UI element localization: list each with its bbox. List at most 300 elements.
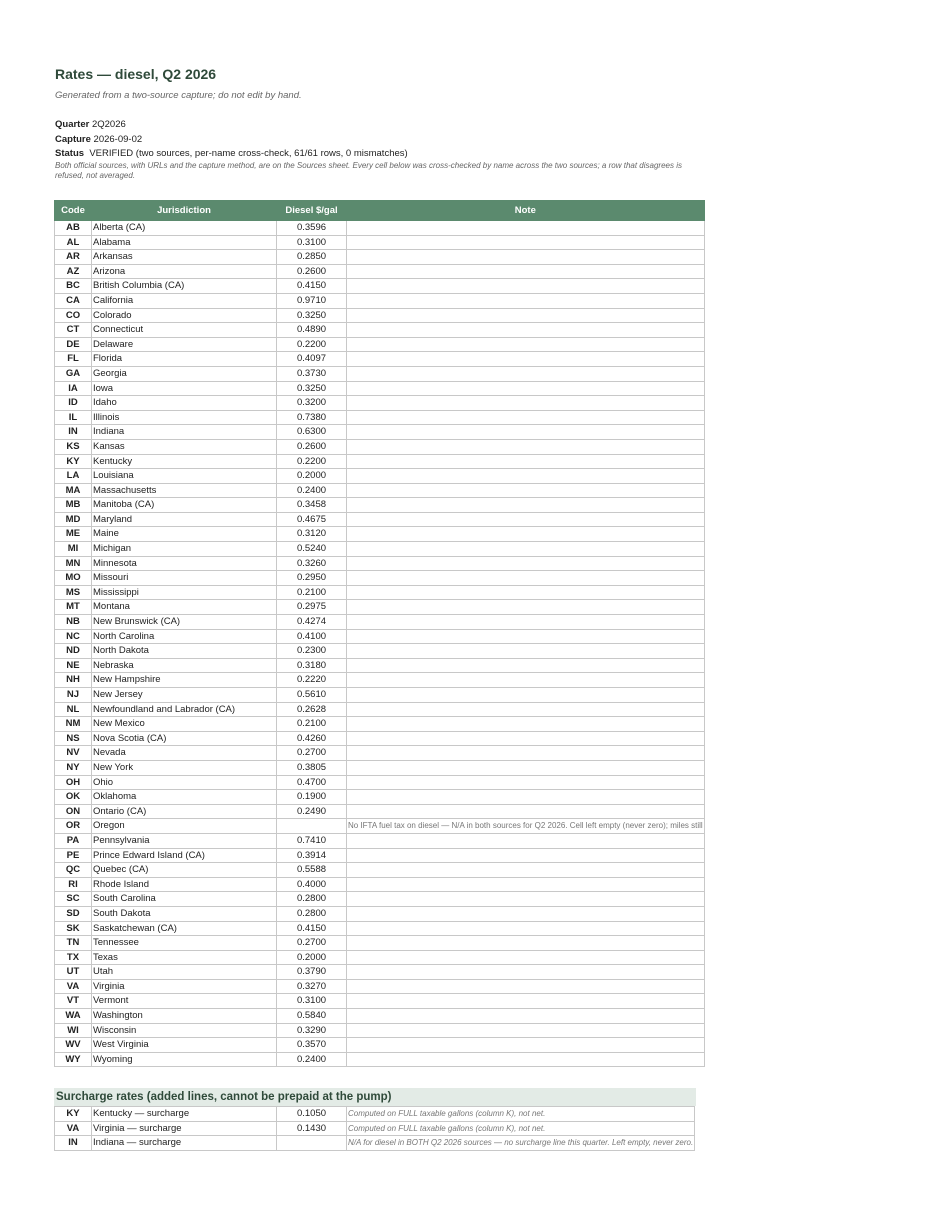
cell-code: NH (55, 673, 92, 688)
cell-rate: 0.2400 (277, 1052, 347, 1067)
cell-rate: 0.3100 (277, 994, 347, 1009)
cell-jurisdiction: Virginia — surcharge (92, 1121, 277, 1136)
cell-rate: 0.5588 (277, 863, 347, 878)
cell-note (347, 337, 705, 352)
table-row (55, 615, 705, 630)
cell-rate: 0.2400 (277, 483, 347, 498)
cell-note (347, 381, 705, 396)
cell-rate: 0.4274 (277, 615, 347, 630)
table-row (55, 469, 705, 484)
cell-jurisdiction: North Dakota (92, 644, 277, 659)
cell-jurisdiction: Newfoundland and Labrador (CA) (92, 702, 277, 717)
cell-note (347, 600, 705, 615)
table-row (55, 819, 705, 834)
cell-rate: 0.3290 (277, 1023, 347, 1038)
cell-rate: 0.4000 (277, 877, 347, 892)
table-row (55, 527, 705, 542)
cell-note (347, 833, 705, 848)
table-row (55, 1038, 705, 1053)
cell-code: TX (55, 950, 92, 965)
table-row (55, 1136, 695, 1151)
cell-jurisdiction: Quebec (CA) (92, 863, 277, 878)
cell-code: MO (55, 571, 92, 586)
cell-note (347, 527, 705, 542)
cell-rate: 0.3180 (277, 658, 347, 673)
cell-jurisdiction: Missouri (92, 571, 277, 586)
cell-note (347, 235, 705, 250)
cell-jurisdiction: Alberta (CA) (92, 221, 277, 236)
cell-note (347, 352, 705, 367)
cell-code: MS (55, 585, 92, 600)
cell-note (347, 804, 705, 819)
cell-note (347, 308, 705, 323)
cell-rate: 0.2200 (277, 454, 347, 469)
cell-code: OR (55, 819, 92, 834)
cell-rate: 0.7410 (277, 833, 347, 848)
table-row (55, 848, 705, 863)
table-row (55, 366, 705, 381)
cell-note (347, 658, 705, 673)
cell-note (347, 454, 705, 469)
cell-note (347, 1009, 705, 1024)
cell-note (347, 542, 705, 557)
table-row (55, 279, 705, 294)
cell-rate: 0.2600 (277, 439, 347, 454)
cell-jurisdiction: Ontario (CA) (92, 804, 277, 819)
table-row (55, 673, 705, 688)
cell-code: AL (55, 235, 92, 250)
header-code: Code (55, 201, 92, 221)
header-jurisdiction: Jurisdiction (92, 201, 277, 221)
cell-jurisdiction: Kentucky — surcharge (92, 1107, 277, 1122)
cell-code: WY (55, 1052, 92, 1067)
table-row (55, 1023, 705, 1038)
cell-rate: 0.4150 (277, 279, 347, 294)
cell-note (347, 892, 705, 907)
cell-rate: 0.4100 (277, 629, 347, 644)
cell-jurisdiction: Nova Scotia (CA) (92, 731, 277, 746)
cell-rate: 0.2100 (277, 717, 347, 732)
cell-note (347, 848, 705, 863)
cell-rate: 0.4675 (277, 512, 347, 527)
cell-note (347, 469, 705, 484)
table-row (55, 950, 705, 965)
table-row (55, 425, 705, 440)
cell-jurisdiction: Illinois (92, 410, 277, 425)
cell-note (347, 979, 705, 994)
table-row (55, 250, 705, 265)
meta-quarter-label: Quarter (55, 119, 90, 130)
cell-code: WV (55, 1038, 92, 1053)
cell-rate: 0.3100 (277, 235, 347, 250)
cell-note (347, 790, 705, 805)
cell-jurisdiction: Vermont (92, 994, 277, 1009)
table-row (55, 308, 705, 323)
cell-note (347, 775, 705, 790)
cell-jurisdiction: West Virginia (92, 1038, 277, 1053)
cell-code: ME (55, 527, 92, 542)
cell-jurisdiction: Tennessee (92, 936, 277, 951)
cell-code: KY (55, 454, 92, 469)
cell-note: Computed on FULL taxable gallons (column K), not net. (347, 1107, 695, 1122)
table-row (55, 352, 705, 367)
meta-capture-label: Capture (55, 134, 91, 145)
cell-rate: 0.3790 (277, 965, 347, 980)
cell-rate (277, 819, 347, 834)
cell-note (347, 571, 705, 586)
table-row (55, 863, 705, 878)
cell-note (347, 673, 705, 688)
table-row (55, 833, 705, 848)
cell-code: AB (55, 221, 92, 236)
cell-jurisdiction: Wisconsin (92, 1023, 277, 1038)
cell-code: UT (55, 965, 92, 980)
cell-jurisdiction: Ohio (92, 775, 277, 790)
table-row (55, 556, 705, 571)
cell-jurisdiction: South Dakota (92, 906, 277, 921)
meta-capture-value: 2026-09-02 (93, 134, 143, 145)
surcharge-heading: Surcharge rates (added lines, cannot be prepaid at the pump) (54, 1088, 696, 1106)
cell-jurisdiction: Minnesota (92, 556, 277, 571)
cell-code: OH (55, 775, 92, 790)
cell-code: TN (55, 936, 92, 951)
cell-note: N/A for diesel in BOTH Q2 2026 sources — no surcharge line this quarter. Left empty, never zero. (347, 1136, 695, 1151)
cell-jurisdiction: Maryland (92, 512, 277, 527)
cell-rate: 0.2220 (277, 673, 347, 688)
cell-note (347, 293, 705, 308)
table-row (55, 454, 705, 469)
cell-rate: 0.2300 (277, 644, 347, 659)
cell-code: ON (55, 804, 92, 819)
cell-note (347, 483, 705, 498)
cell-rate: 0.4700 (277, 775, 347, 790)
cell-note (347, 877, 705, 892)
cell-note (347, 512, 705, 527)
cell-rate: 0.5840 (277, 1009, 347, 1024)
table-row (55, 571, 705, 586)
header-note: Note (347, 201, 705, 221)
cell-code: KY (55, 1107, 92, 1122)
cell-rate: 0.7380 (277, 410, 347, 425)
table-row (55, 1009, 705, 1024)
cell-note (347, 264, 705, 279)
table-row (55, 1121, 695, 1136)
cell-rate: 0.3120 (277, 527, 347, 542)
cell-jurisdiction: Texas (92, 950, 277, 965)
cell-rate: 0.3805 (277, 760, 347, 775)
meta-status (55, 148, 408, 160)
cell-jurisdiction: Connecticut (92, 323, 277, 338)
cell-code: MB (55, 498, 92, 513)
cell-code: NL (55, 702, 92, 717)
cell-note (347, 965, 705, 980)
cell-note (347, 702, 705, 717)
cell-code: NV (55, 746, 92, 761)
cell-rate: 0.2628 (277, 702, 347, 717)
cell-rate: 0.2700 (277, 746, 347, 761)
cell-rate: 0.3200 (277, 396, 347, 411)
table-row (55, 731, 705, 746)
cell-rate: 0.2800 (277, 892, 347, 907)
table-row (55, 235, 705, 250)
cell-code: CA (55, 293, 92, 308)
cell-note: Computed on FULL taxable gallons (column K), not net. (347, 1121, 695, 1136)
table-row (55, 512, 705, 527)
table-row (55, 293, 705, 308)
cell-code: IN (55, 1136, 92, 1151)
table-row (55, 702, 705, 717)
cell-note (347, 731, 705, 746)
table-row (55, 542, 705, 557)
cell-jurisdiction: Massachusetts (92, 483, 277, 498)
header-rate: Diesel $/gal (277, 201, 347, 221)
cell-jurisdiction: New York (92, 760, 277, 775)
cell-jurisdiction: Colorado (92, 308, 277, 323)
cell-jurisdiction: Oklahoma (92, 790, 277, 805)
cell-code: LA (55, 469, 92, 484)
cell-note (347, 425, 705, 440)
cell-code: KS (55, 439, 92, 454)
cell-code: MI (55, 542, 92, 557)
cell-jurisdiction: Maine (92, 527, 277, 542)
cell-note (347, 439, 705, 454)
cell-code: MN (55, 556, 92, 571)
cell-note (347, 1052, 705, 1067)
table-row (55, 979, 705, 994)
cell-note (347, 366, 705, 381)
cell-note (347, 746, 705, 761)
table-row (55, 746, 705, 761)
rates-table-body (55, 221, 705, 1067)
cell-note (347, 950, 705, 965)
cell-jurisdiction: Rhode Island (92, 877, 277, 892)
table-row (55, 717, 705, 732)
cell-jurisdiction: Arkansas (92, 250, 277, 265)
cell-jurisdiction: Pennsylvania (92, 833, 277, 848)
cell-jurisdiction: Louisiana (92, 469, 277, 484)
cell-code: SD (55, 906, 92, 921)
meta-capture (55, 134, 142, 146)
cell-jurisdiction: Wyoming (92, 1052, 277, 1067)
cell-code: NY (55, 760, 92, 775)
table-row (55, 323, 705, 338)
cell-rate: 0.3260 (277, 556, 347, 571)
table-row (55, 775, 705, 790)
cell-code: QC (55, 863, 92, 878)
cell-rate: 0.3730 (277, 366, 347, 381)
table-row (55, 600, 705, 615)
cell-rate: 0.1900 (277, 790, 347, 805)
table-row (55, 760, 705, 775)
cell-code: ND (55, 644, 92, 659)
cell-code: RI (55, 877, 92, 892)
cell-rate: 0.1430 (277, 1121, 347, 1136)
cell-jurisdiction: Saskatchewan (CA) (92, 921, 277, 936)
cell-code: MT (55, 600, 92, 615)
table-row (55, 381, 705, 396)
cell-rate (277, 1136, 347, 1151)
cell-rate: 0.4890 (277, 323, 347, 338)
meta-quarter-value: 2Q2026 (91, 119, 126, 130)
cell-jurisdiction: Georgia (92, 366, 277, 381)
cell-code: SC (55, 892, 92, 907)
cell-code: IA (55, 381, 92, 396)
cell-note (347, 498, 705, 513)
cell-rate: 0.3596 (277, 221, 347, 236)
cell-rate: 0.6300 (277, 425, 347, 440)
cell-code: DE (55, 337, 92, 352)
table-row (55, 921, 705, 936)
cell-rate: 0.2200 (277, 337, 347, 352)
table-row (55, 965, 705, 980)
table-row (55, 790, 705, 805)
cell-rate: 0.2800 (277, 906, 347, 921)
cell-code: MA (55, 483, 92, 498)
cell-jurisdiction: Virginia (92, 979, 277, 994)
cell-code: VA (55, 1121, 92, 1136)
cell-note (347, 629, 705, 644)
cell-code: GA (55, 366, 92, 381)
cell-code: BC (55, 279, 92, 294)
cell-code: ID (55, 396, 92, 411)
table-row (55, 658, 705, 673)
cell-note (347, 323, 705, 338)
cell-note (347, 906, 705, 921)
table-row (55, 804, 705, 819)
cell-jurisdiction: Montana (92, 600, 277, 615)
cell-jurisdiction: Washington (92, 1009, 277, 1024)
cell-jurisdiction: New Mexico (92, 717, 277, 732)
cell-note (347, 994, 705, 1009)
meta-quarter (55, 119, 126, 131)
cell-code: VT (55, 994, 92, 1009)
cell-code: NE (55, 658, 92, 673)
cell-jurisdiction: Kentucky (92, 454, 277, 469)
cell-code: NB (55, 615, 92, 630)
cell-rate: 0.2000 (277, 469, 347, 484)
table-header-row (55, 201, 705, 221)
cell-jurisdiction: Utah (92, 965, 277, 980)
cell-note (347, 279, 705, 294)
surcharge-table (54, 1106, 695, 1151)
cell-code: NS (55, 731, 92, 746)
cell-jurisdiction: Indiana — surcharge (92, 1136, 277, 1151)
sources-note: Both official sources, with URLs and the capture method, are on the Sources sheet. Every cell below was cross-checked by name across the two sources; a row that disagrees is refused, not averaged. (55, 161, 682, 180)
cell-jurisdiction: New Brunswick (CA) (92, 615, 277, 630)
table-row (55, 936, 705, 951)
cell-rate: 0.2850 (277, 250, 347, 265)
cell-code: NM (55, 717, 92, 732)
cell-code: AR (55, 250, 92, 265)
cell-note (347, 396, 705, 411)
cell-rate: 0.3458 (277, 498, 347, 513)
cell-rate: 0.4150 (277, 921, 347, 936)
cell-rate: 0.5240 (277, 542, 347, 557)
cell-code: WA (55, 1009, 92, 1024)
cell-code: OK (55, 790, 92, 805)
cell-code: NC (55, 629, 92, 644)
cell-rate: 0.3570 (277, 1038, 347, 1053)
table-row (55, 439, 705, 454)
cell-code: CT (55, 323, 92, 338)
cell-code: AZ (55, 264, 92, 279)
table-row (55, 585, 705, 600)
table-row (55, 264, 705, 279)
cell-jurisdiction: Iowa (92, 381, 277, 396)
table-row (55, 994, 705, 1009)
rates-table (54, 200, 705, 1067)
cell-rate: 0.1050 (277, 1107, 347, 1122)
cell-note (347, 921, 705, 936)
cell-rate: 0.4260 (277, 731, 347, 746)
cell-rate: 0.2000 (277, 950, 347, 965)
table-row (55, 498, 705, 513)
cell-rate: 0.2490 (277, 804, 347, 819)
cell-note (347, 717, 705, 732)
cell-jurisdiction: Oregon (92, 819, 277, 834)
cell-code: PA (55, 833, 92, 848)
cell-note (347, 556, 705, 571)
page-title: Rates — diesel, Q2 2026 (55, 66, 217, 82)
table-row (55, 892, 705, 907)
cell-code: FL (55, 352, 92, 367)
table-row (55, 221, 705, 236)
cell-note (347, 863, 705, 878)
cell-note (347, 221, 705, 236)
cell-code: VA (55, 979, 92, 994)
cell-rate: 0.3250 (277, 308, 347, 323)
cell-jurisdiction: Nevada (92, 746, 277, 761)
cell-jurisdiction: South Carolina (92, 892, 277, 907)
cell-rate: 0.2700 (277, 936, 347, 951)
table-row (55, 337, 705, 352)
cell-jurisdiction: Kansas (92, 439, 277, 454)
cell-rate: 0.2600 (277, 264, 347, 279)
cell-note (347, 936, 705, 951)
meta-status-label: Status (55, 148, 85, 159)
surcharge-table-body (55, 1107, 695, 1151)
cell-rate: 0.2950 (277, 571, 347, 586)
cell-code: IN (55, 425, 92, 440)
cell-note (347, 644, 705, 659)
cell-code: CO (55, 308, 92, 323)
cell-code: NJ (55, 688, 92, 703)
cell-code: MD (55, 512, 92, 527)
cell-rate: 0.5610 (277, 688, 347, 703)
cell-jurisdiction: Alabama (92, 235, 277, 250)
cell-jurisdiction: Mississippi (92, 585, 277, 600)
table-row (55, 1107, 695, 1122)
table-row (55, 688, 705, 703)
cell-note (347, 615, 705, 630)
table-row (55, 396, 705, 411)
table-row (55, 877, 705, 892)
cell-jurisdiction: Idaho (92, 396, 277, 411)
cell-rate: 0.9710 (277, 293, 347, 308)
cell-jurisdiction: North Carolina (92, 629, 277, 644)
cell-jurisdiction: California (92, 293, 277, 308)
cell-note (347, 250, 705, 265)
table-row (55, 906, 705, 921)
cell-jurisdiction: Nebraska (92, 658, 277, 673)
table-row (55, 644, 705, 659)
cell-jurisdiction: Manitoba (CA) (92, 498, 277, 513)
table-row (55, 629, 705, 644)
cell-rate: 0.3914 (277, 848, 347, 863)
cell-jurisdiction: Michigan (92, 542, 277, 557)
cell-jurisdiction: Prince Edward Island (CA) (92, 848, 277, 863)
cell-rate: 0.4097 (277, 352, 347, 367)
